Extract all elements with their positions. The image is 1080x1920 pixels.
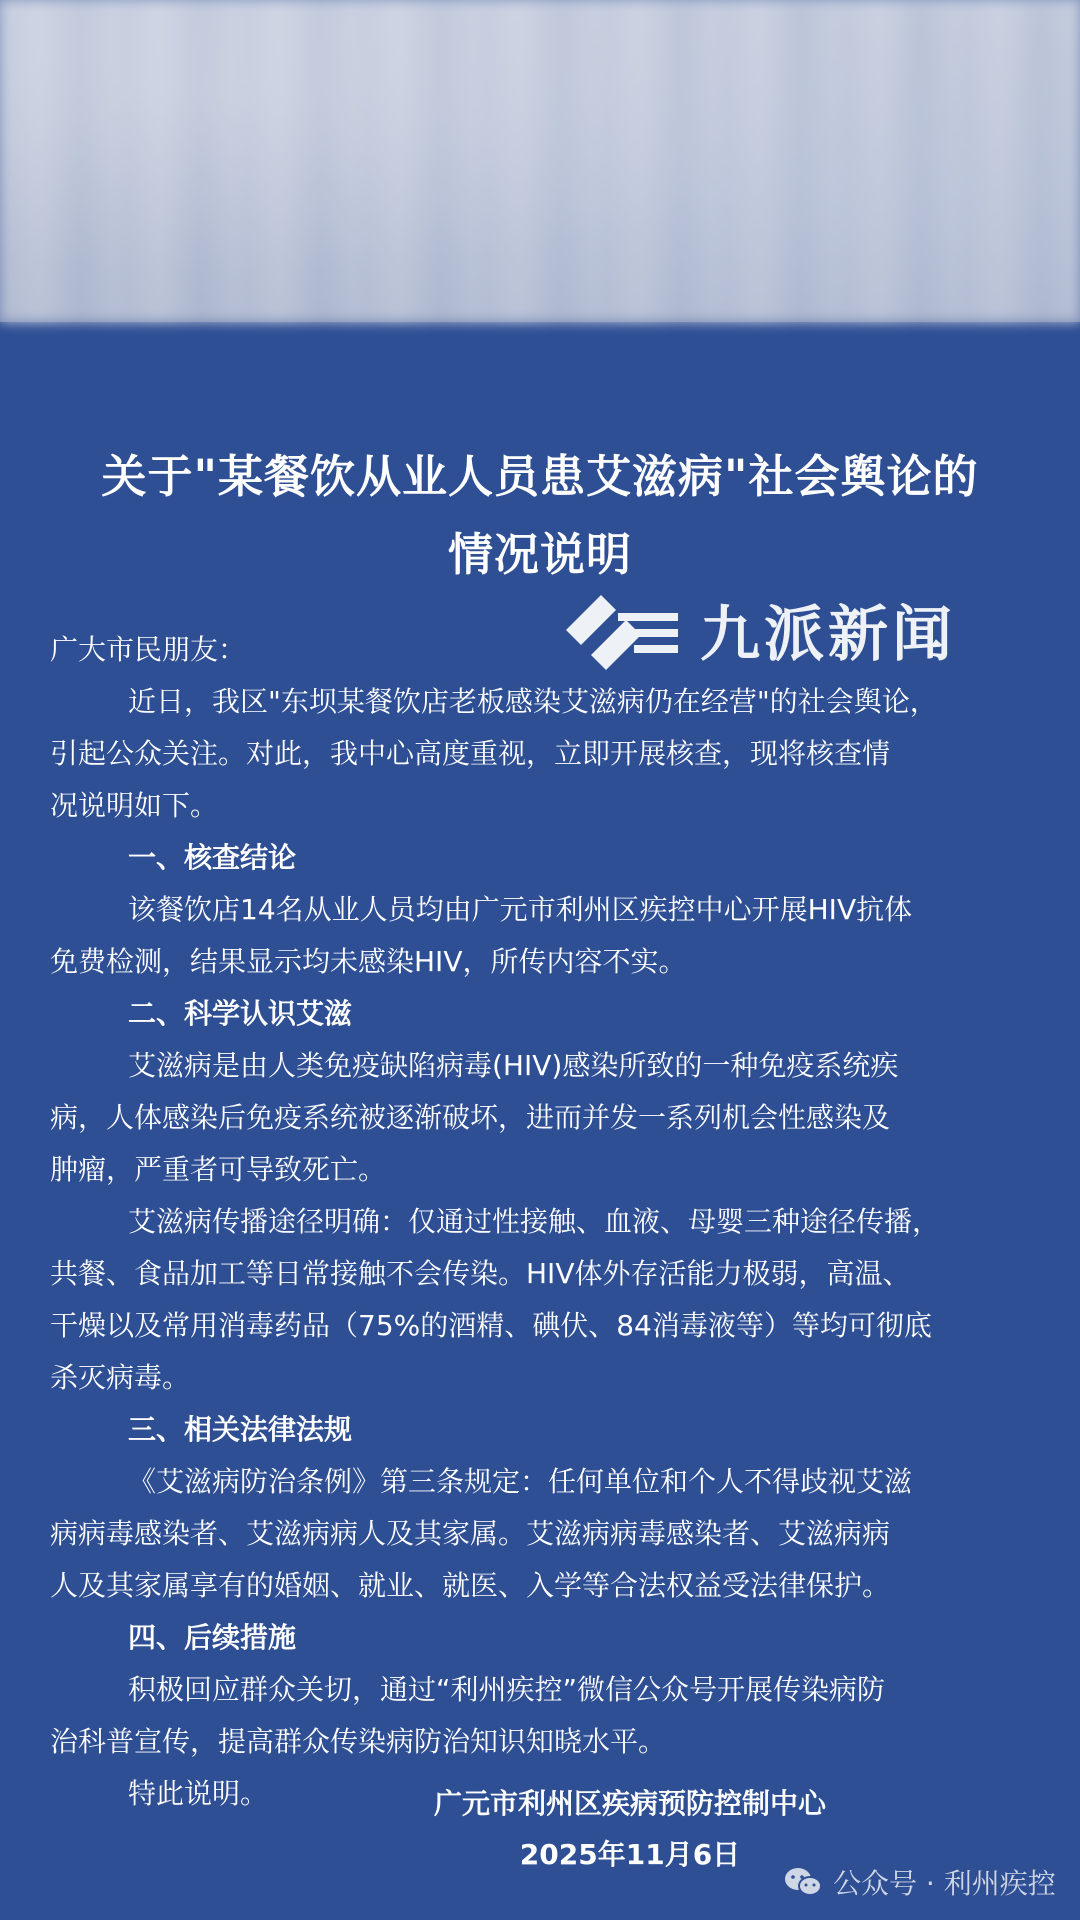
section2b-line: 干燥以及常用消毒药品（75%的酒精、碘伏、84消毒液等）等均可彻底 <box>50 1309 932 1342</box>
section-heading-4: 四、后续措施 <box>128 1621 297 1654</box>
section2-line: 肿瘤，严重者可导致死亡。 <box>50 1153 387 1186</box>
section2b-line: 共餐、食品加工等日常接触不会传染。HIV体外存活能力极弱，高温、 <box>50 1257 911 1290</box>
intro-line: 引起公众关注。对此，我中心高度重视，立即开展核查，现将核查情 <box>50 737 891 770</box>
section2-line: 病，人体感染后免疫系统被逐渐破坏，进而并发一系列机会性感染及 <box>50 1101 891 1134</box>
document-title-line1: 关于"某餐饮从业人员患艾滋病"社会舆论的 <box>101 450 979 503</box>
wechat-account-watermark <box>783 1862 1056 1902</box>
section-heading-1: 一、核查结论 <box>128 841 297 874</box>
section-heading-2: 二、科学认识艾滋 <box>128 997 353 1030</box>
section3-line: 《艾滋病防治条例》第三条规定：任何单位和个人不得歧视艾滋 <box>128 1465 913 1498</box>
intro-line: 况说明如下。 <box>50 789 219 822</box>
intro-line: 近日，我区"东坝某餐饮店老板感染艾滋病仍在经营"的社会舆论， <box>128 685 938 718</box>
signature-date: 2025年11月6日 <box>519 1838 741 1871</box>
jiupai-watermark <box>556 585 956 675</box>
jiupai-logo-icon <box>556 585 686 675</box>
signature-org: 广元市利州区疾病预防控制中心 <box>433 1787 826 1820</box>
section2b-line: 艾滋病传播途径明确：仅通过性接触、血液、母婴三种途径传播， <box>128 1205 941 1238</box>
section3-line: 人及其家属享有的婚姻、就业、就医、入学等合法权益受法律保护。 <box>50 1569 891 1602</box>
section2-line: 艾滋病是由人类免疫缺陷病毒(HIV)感染所致的一种免疫系统疾 <box>128 1049 899 1082</box>
section1-line: 免费检测，结果显示均未感染HIV，所传内容不实。 <box>50 945 687 978</box>
closing-line: 特此说明。 <box>128 1777 269 1810</box>
wechat-account-label: 公众号 · 利州疾控 <box>833 1867 1056 1900</box>
section4-line: 积极回应群众关切，通过“利州疾控”微信公众号开展传染病防 <box>128 1673 886 1706</box>
section1-line: 该餐饮店14名从业人员均由广元市利州区疾控中心开展HIV抗体 <box>128 893 913 926</box>
document-title-line2: 情况说明 <box>447 528 632 581</box>
section4-line: 治科普宣传，提高群众传染病防治知识知晓水平。 <box>50 1725 667 1758</box>
wechat-icon <box>783 1866 823 1898</box>
section-heading-3: 三、相关法律法规 <box>128 1413 353 1446</box>
salutation: 广大市民朋友： <box>50 633 247 666</box>
section2b-line: 杀灭病毒。 <box>50 1361 191 1394</box>
blurred-header-overlay <box>0 0 1080 322</box>
section3-line: 病病毒感染者、艾滋病病人及其家属。艾滋病病毒感染者、艾滋病病 <box>50 1517 891 1550</box>
watermark-text: 九派新闻 <box>700 600 956 670</box>
